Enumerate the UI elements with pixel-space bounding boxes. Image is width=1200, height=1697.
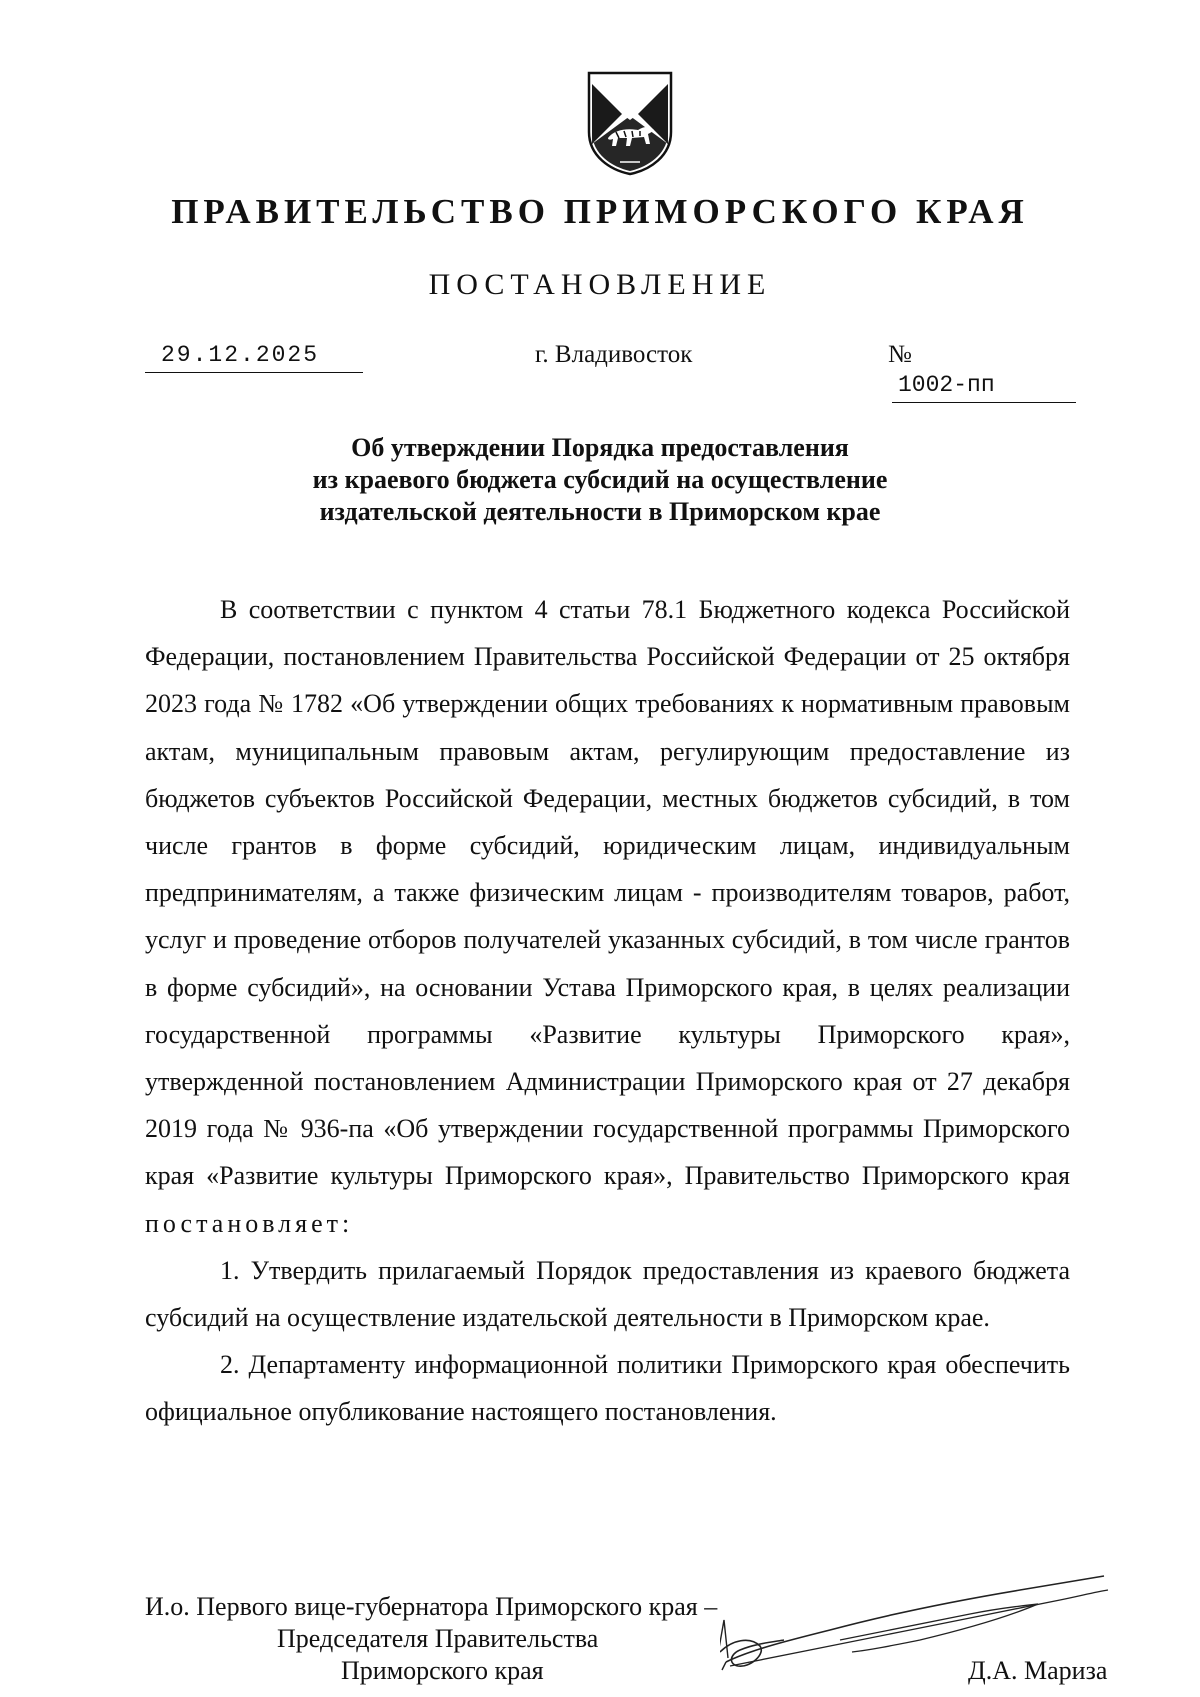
preamble-text: В соответствии с пунктом 4 статьи 78.1 Бюджетного кодекса Российской Федерации, постановлением Правительства Российской Федерации от 25 октября 2023 года № 1782 «Об утверждении общих требованиях к нормативным правовым актам, муниципальным правовым актам, регулирующим предоставление из бюджетов субъектов Российской Федерации, местных бюджетов субсидий, в том числе грантов в форме субсидий, юридическим лицам, индивидуальным предпринимателям, а также физическим лицам - производителям товаров, работ, услуг и проведение отборов получателей указанных субсидий, в том числе грантов в форме субсидий», на основании Устава Приморского края, в целях реализации государственной программы «Развитие культуры Приморского края», утвержденной постановлением Администрации Приморского края от 27 декабря 2019 года № 936-па «Об утверждении государственной программы Приморского края «Развитие культуры Приморского края», Правительство Приморского края (145, 595, 1070, 1191)
title-line: издательской деятельности в Приморском крае (319, 497, 881, 526)
number-sign: № (888, 341, 912, 368)
coat-of-arms-icon (586, 70, 674, 176)
document-date: 29.12.2025 (145, 340, 363, 373)
signatory-name: Д.А. Мариза (968, 1656, 1108, 1685)
document-meta (145, 340, 1070, 398)
preamble-paragraph (145, 586, 1070, 1247)
resolves-word: постановляет: (145, 1208, 354, 1238)
document-city: г. Владивосток (535, 341, 693, 368)
title-line: Об утверждении Порядка предоставления (351, 433, 849, 462)
document-number-block (888, 340, 1076, 398)
position-line: Председателя Правительства (277, 1624, 599, 1653)
document-body (145, 586, 1070, 1436)
position-line: Приморского края (341, 1656, 544, 1685)
document-number: 1002-пп (892, 370, 1076, 403)
title-line: из краевого бюджета субсидий на осуществление (312, 465, 888, 494)
resolution-item-1: 1. Утвердить прилагаемый Порядок предоставления из краевого бюджета субсидий на осуществление издательской деятельности в Приморском крае. (145, 1255, 1070, 1333)
resolution-item-2: 2. Департаменту информационной политики Приморского края обеспечить официальное опубликование настоящего постановления. (145, 1350, 1070, 1427)
organization-name: ПРАВИТЕЛЬСТВО ПРИМОРСКОГО КРАЯ (171, 192, 1029, 231)
document-type: ПОСТАНОВЛЕНИЕ (428, 268, 772, 301)
signatory-position (145, 1591, 717, 1687)
document-title (0, 432, 1200, 528)
position-line: И.о. Первого вице-губернатора Приморского края – (145, 1592, 718, 1621)
